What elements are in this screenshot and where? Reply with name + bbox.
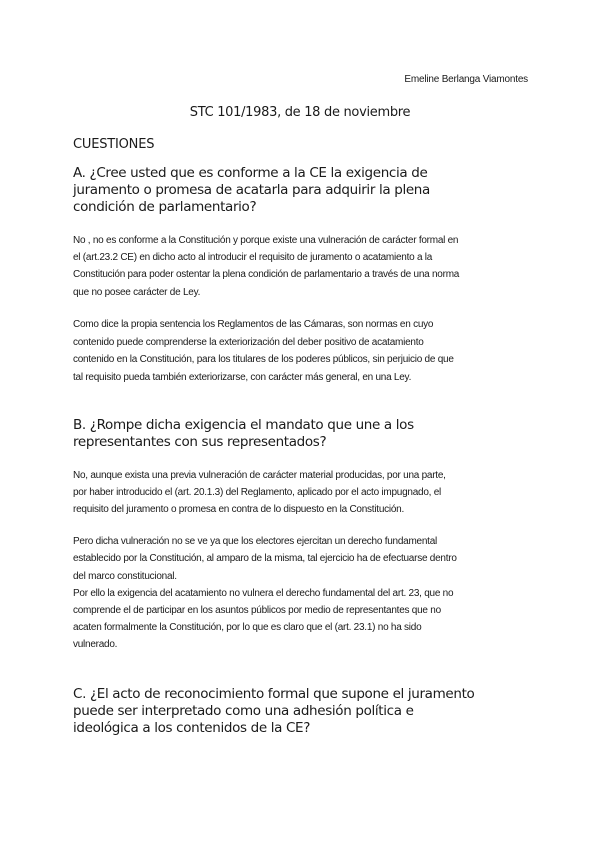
answer-a-paragraph-2-line: contenido en la Constitución, para los titulares de los poderes públicos, sin perjuicio de que — [73, 354, 454, 365]
answer-a-paragraph-2-line: Como dice la propia sentencia los Reglamentos de las Cámaras, son normas en cuyo — [73, 319, 434, 330]
answer-b-paragraph-1-line: requisito del juramento o promesa en contra de lo dispuesto en la Constitución. — [73, 504, 405, 515]
question-c-line: ideológica a los contenidos de la CE? — [73, 720, 311, 736]
answer-b-paragraph-2-line: acaten formalmente la Constitución, por lo que es claro que el (art. 23.1) no ha sido — [73, 622, 422, 633]
answer-a-paragraph-2-line: tal requisito pueda también exteriorizarse, con carácter más general, en una Ley. — [73, 372, 412, 383]
question-a-line: condición de parlamentario? — [73, 199, 257, 215]
answer-b-paragraph-2-line: establecido por la Constitución, al amparo de la misma, tal ejercicio ha de efectuarse dentro — [73, 553, 457, 564]
answer-a-paragraph-1-line: el (art.23.2 CE) en dicho acto al introducir el requisito de juramento o acatamiento a la — [73, 252, 433, 263]
question-c-line: puede ser interpretado como una adhesión política e — [73, 703, 414, 719]
answer-b-paragraph-1-line: por haber introducido el (art. 20.1.3) del Reglamento, aplicado por el acto impugnado, el — [73, 487, 441, 498]
answer-a-paragraph-1-line: que no posee carácter de Ley. — [73, 287, 201, 298]
answer-a-paragraph-2-line: contenido puede comprenderse la exteriorización del deber positivo de acatamiento — [73, 337, 424, 348]
document-title: STC 101/1983, de 18 de noviembre — [189, 105, 411, 120]
question-a-line: A. ¿Cree usted que es conforme a la CE la exigencia de — [73, 165, 428, 181]
answer-a-paragraph-1-line: No , no es conforme a la Constitución y porque existe una vulneración de carácter formal en — [73, 235, 459, 246]
answer-a-paragraph-1-line: Constitución para poder ostentar la plena condición de parlamentario a través de una norma — [73, 269, 460, 280]
answer-b-paragraph-2-line: Pero dicha vulneración no se ve ya que los electores ejercitan un derecho fundamental — [73, 536, 437, 547]
question-b-line: representantes con sus representados? — [73, 434, 327, 450]
question-a-line: juramento o promesa de acatarla para adquirir la plena — [73, 182, 430, 198]
question-c-line: C. ¿El acto de reconocimiento formal que supone el juramento — [73, 686, 475, 702]
answer-b-paragraph-2-line: Por ello la exigencia del acatamiento no vulnera el derecho fundamental del art. 23, que no — [73, 588, 454, 599]
answer-b-paragraph-2-line: vulnerado. — [73, 639, 118, 650]
section-heading: CUESTIONES — [73, 137, 155, 152]
answer-b-paragraph-2-line: comprende el de participar en los asuntos públicos por medio de representantes que no — [73, 605, 441, 616]
question-b-line: B. ¿Rompe dicha exigencia el mandato que une a los — [73, 417, 414, 433]
answer-b-paragraph-2-line: del marco constitucional. — [73, 571, 177, 582]
author-name: Emeline Berlanga Viamontes — [404, 74, 528, 85]
answer-b-paragraph-1-line: No, aunque exista una previa vulneración de carácter material producidas, por una parte, — [73, 470, 446, 481]
